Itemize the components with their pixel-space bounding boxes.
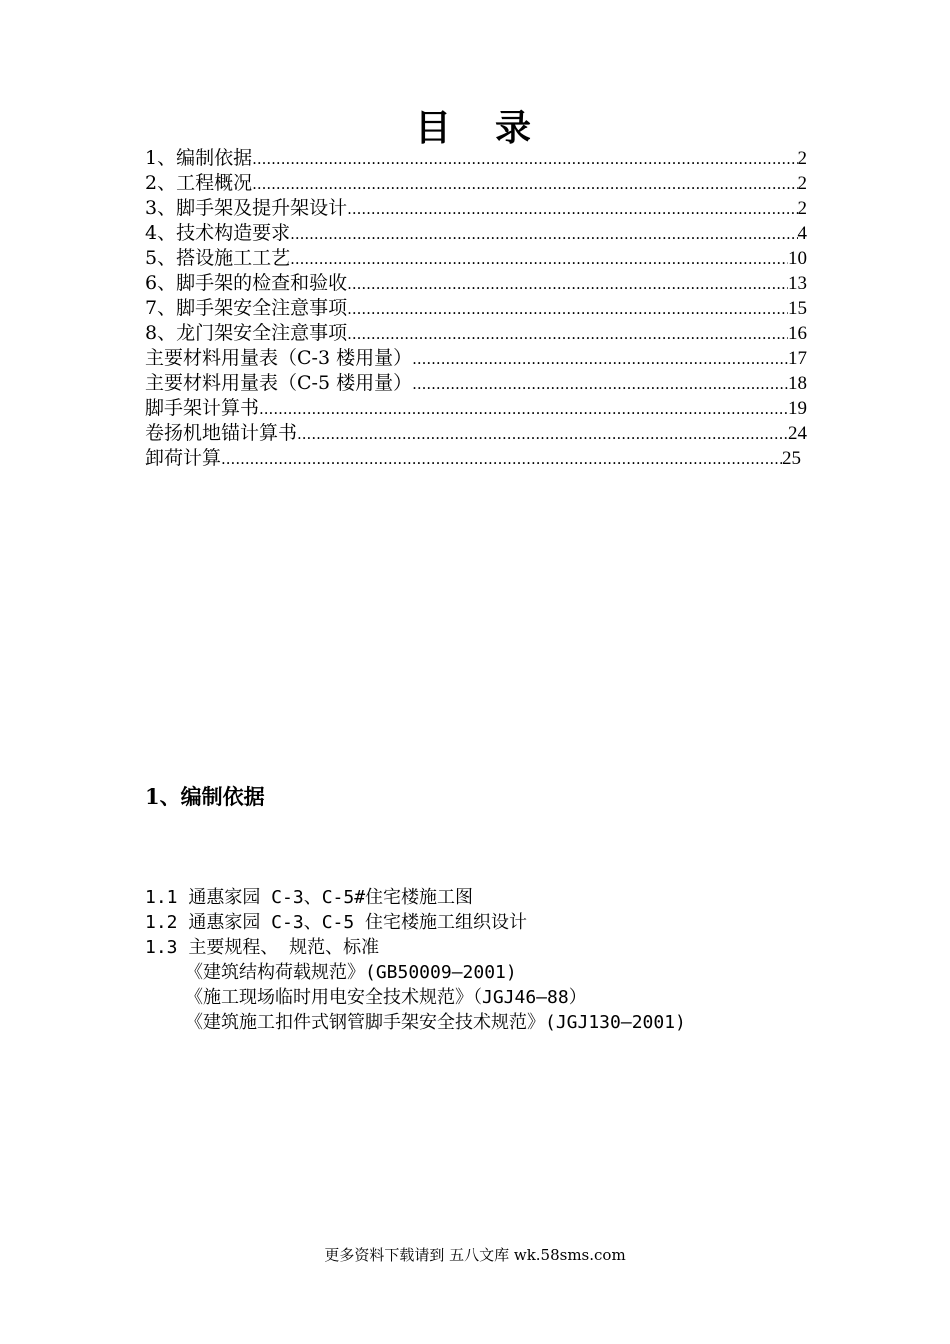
toc-entry-page: 2 <box>797 148 807 169</box>
toc-entry-page: 2 <box>797 173 807 194</box>
toc-entry-page: 15 <box>788 298 807 319</box>
toc-entry[interactable] <box>145 421 807 446</box>
toc-entry-page: 18 <box>788 373 807 394</box>
section-body <box>145 885 686 1035</box>
toc-entry-label: 卸荷计算 <box>145 447 222 469</box>
toc-entry[interactable] <box>145 296 807 321</box>
toc-entry[interactable] <box>145 321 807 346</box>
toc-entry-label: 4、技术构造要求 <box>145 222 291 244</box>
toc-entry[interactable] <box>145 196 807 221</box>
toc-entry[interactable] <box>145 346 807 371</box>
table-of-contents <box>145 146 807 471</box>
toc-entry-page: 4 <box>797 223 807 244</box>
toc-leader <box>221 447 782 472</box>
toc-entry[interactable] <box>145 171 807 196</box>
standard-reference: 《建筑施工扣件式钢管脚手架安全技术规范》(JGJ130—2001) <box>185 1012 686 1033</box>
toc-entry-page: 2 <box>797 198 807 219</box>
toc-leader <box>347 297 788 322</box>
section-heading: 1、编制依据 <box>145 784 265 809</box>
toc-entry-label: 主要材料用量表（C-5 楼用量） <box>145 372 413 394</box>
toc-leader <box>297 422 788 447</box>
toc-leader <box>252 147 797 172</box>
toc-entry[interactable] <box>145 271 807 296</box>
toc-leader <box>347 322 788 347</box>
toc-entry-page: 24 <box>788 423 807 444</box>
toc-leader <box>259 397 788 422</box>
toc-entry[interactable] <box>145 446 807 471</box>
toc-entry[interactable] <box>145 146 807 171</box>
page-footer: 更多资料下载请到 五八文库 wk.58sms.com <box>324 1246 626 1264</box>
toc-title: 目 录 <box>414 107 536 149</box>
toc-entry-label: 8、龙门架安全注意事项 <box>145 322 348 344</box>
toc-entry-label: 主要材料用量表（C-3 楼用量） <box>145 347 413 369</box>
body-line: 1.3 主要规程、 规范、标准 <box>145 937 380 958</box>
toc-entry-page: 17 <box>788 348 807 369</box>
toc-entry-label: 5、搭设施工工艺 <box>145 247 291 269</box>
toc-leader <box>412 372 788 397</box>
toc-leader <box>290 222 797 247</box>
toc-leader <box>347 272 788 297</box>
toc-leader <box>252 172 797 197</box>
toc-entry-page: 10 <box>788 248 807 269</box>
toc-entry-label: 7、脚手架安全注意事项 <box>145 297 348 319</box>
standard-reference: 《建筑结构荷载规范》(GB50009—2001) <box>185 962 517 983</box>
toc-leader <box>412 347 788 372</box>
toc-leader <box>290 247 788 272</box>
standard-reference: 《施工现场临时用电安全技术规范》（JGJ46—88） <box>185 987 587 1008</box>
toc-leader <box>347 197 797 222</box>
toc-entry[interactable] <box>145 221 807 246</box>
toc-entry[interactable] <box>145 246 807 271</box>
toc-entry-page: 13 <box>788 273 807 294</box>
toc-entry-label: 6、脚手架的检查和验收 <box>145 272 348 294</box>
body-line: 1.1 通惠家园 C-3、C-5#住宅楼施工图 <box>145 887 474 908</box>
toc-entry-label: 卷扬机地锚计算书 <box>145 422 298 444</box>
toc-entry[interactable] <box>145 371 807 396</box>
body-line: 1.2 通惠家园 C-3、C-5 住宅楼施工组织设计 <box>145 912 528 933</box>
toc-entry-label: 脚手架计算书 <box>145 397 260 419</box>
toc-entry-label: 2、工程概况 <box>145 172 253 194</box>
toc-entry-page: 19 <box>788 398 807 419</box>
toc-entry-page: 16 <box>788 323 807 344</box>
toc-entry[interactable] <box>145 396 807 421</box>
toc-entry-page: 25 <box>782 448 801 469</box>
toc-entry-label: 3、脚手架及提升架设计 <box>145 197 348 219</box>
toc-entry-label: 1、编制依据 <box>145 147 253 169</box>
